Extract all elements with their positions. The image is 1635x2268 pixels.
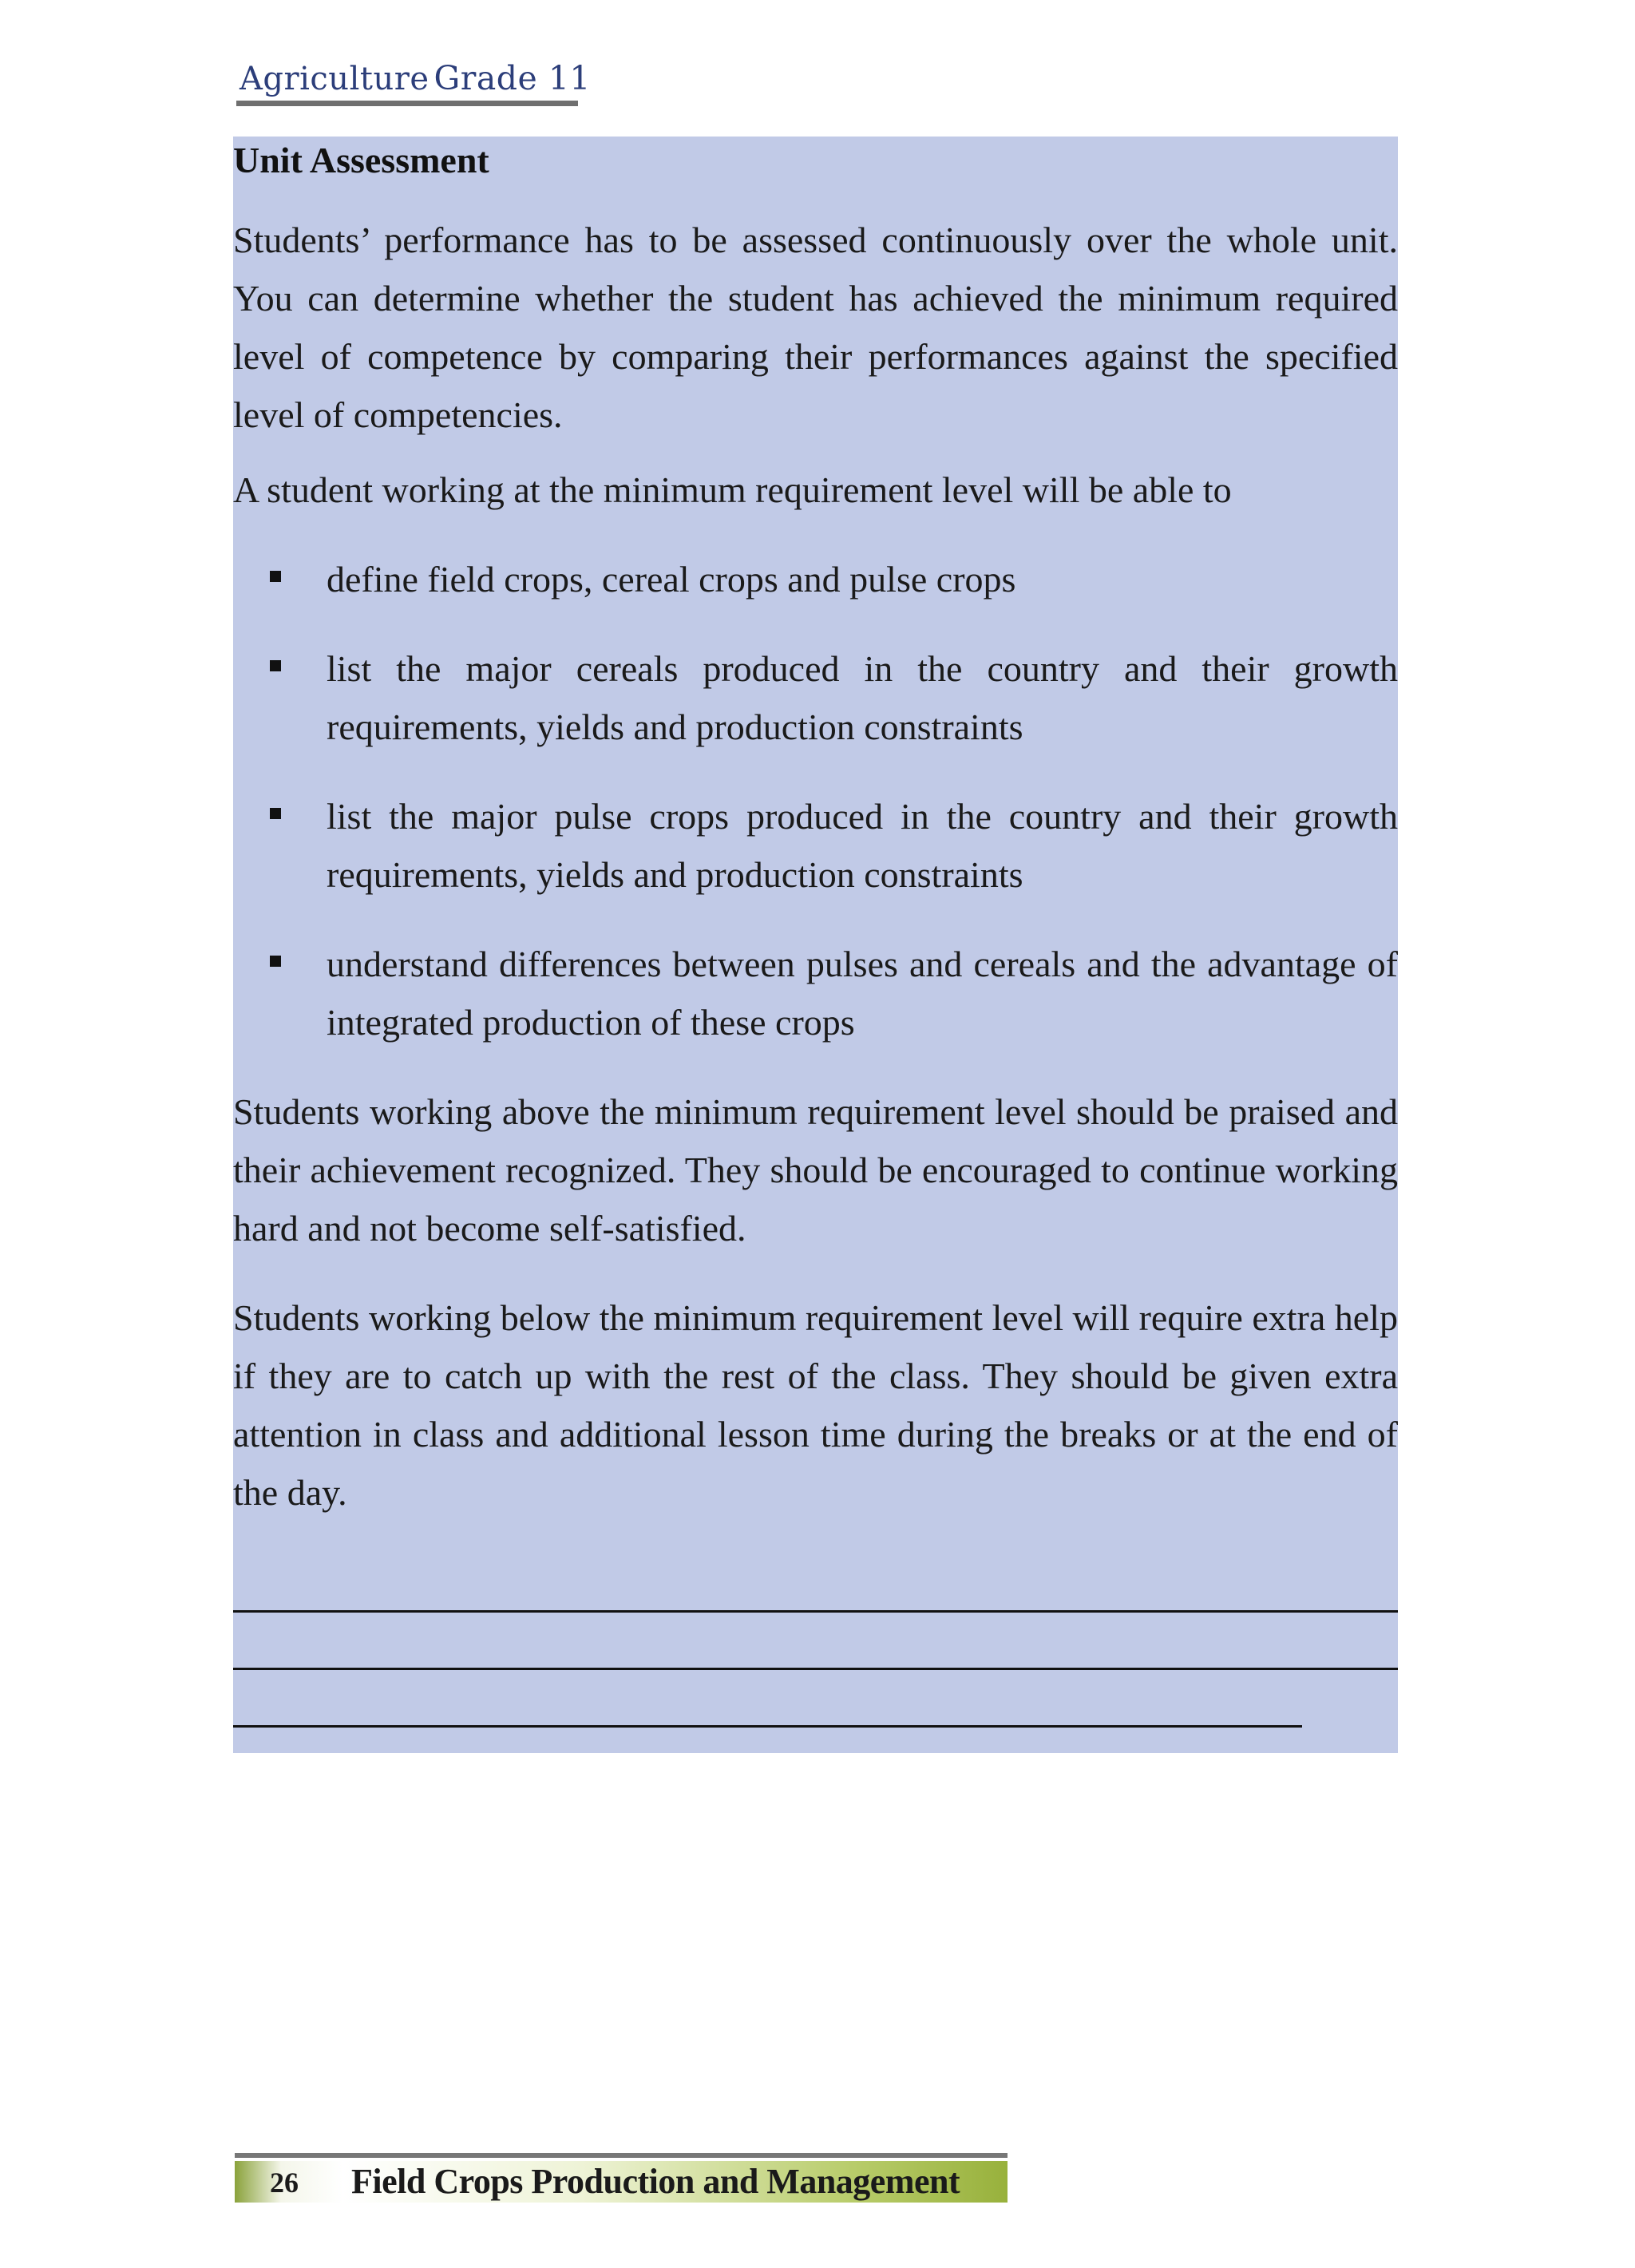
square-bullet-icon (270, 808, 281, 819)
unit-assessment-heading: Unit Assessment (233, 140, 489, 180)
list-item-text: list the major pulse crops produced in the country and their growth requirements, yields and production constraints (327, 796, 1398, 895)
answer-line (233, 1668, 1398, 1670)
list-item-text: define field crops, cereal crops and pulse crops (327, 559, 1016, 600)
header-title (240, 59, 591, 97)
answer-line (233, 1725, 1302, 1728)
square-bullet-icon (270, 571, 281, 582)
answer-line (233, 1610, 1398, 1613)
header-rule (236, 101, 578, 106)
below-minimum-paragraph: Students working below the minimum requirement level will require extra help if they are to catch up with the rest of the class. They should be given extra attention in class and additional lesson time during the breaks or at the end of the day. (233, 1297, 1398, 1513)
square-bullet-icon (270, 956, 281, 967)
header-subject: Agriculture (240, 61, 430, 97)
lead-paragraph: A student working at the minimum requirement level will be able to (233, 469, 1232, 510)
above-minimum-paragraph: Students working above the minimum requirement level should be praised and their achievement recognized. They should be encouraged to continue working hard and not become self-satisfied. (233, 1091, 1398, 1249)
footer-rule (235, 2153, 1008, 2158)
header-grade: Grade 11 (433, 59, 592, 97)
square-bullet-icon (270, 660, 281, 671)
page-footer (235, 2153, 1008, 2204)
list-item-text: list the major cereals produced in the country and their growth requirements, yields and production constraints (327, 648, 1398, 747)
page-number: 26 (270, 2167, 299, 2199)
unit-assessment-box (233, 137, 1398, 1753)
book-title: Field Crops Production and Management (351, 2162, 960, 2201)
list-item-text: understand differences between pulses and cereals and the advantage of integrated production of these crops (327, 944, 1398, 1043)
page-header (236, 53, 592, 109)
intro-paragraph: Students’ performance has to be assessed continuously over the whole unit. You can determine whether the student has achieved the minimum required level of competence by comparing their performances against the specified level of competencies. (233, 220, 1398, 435)
